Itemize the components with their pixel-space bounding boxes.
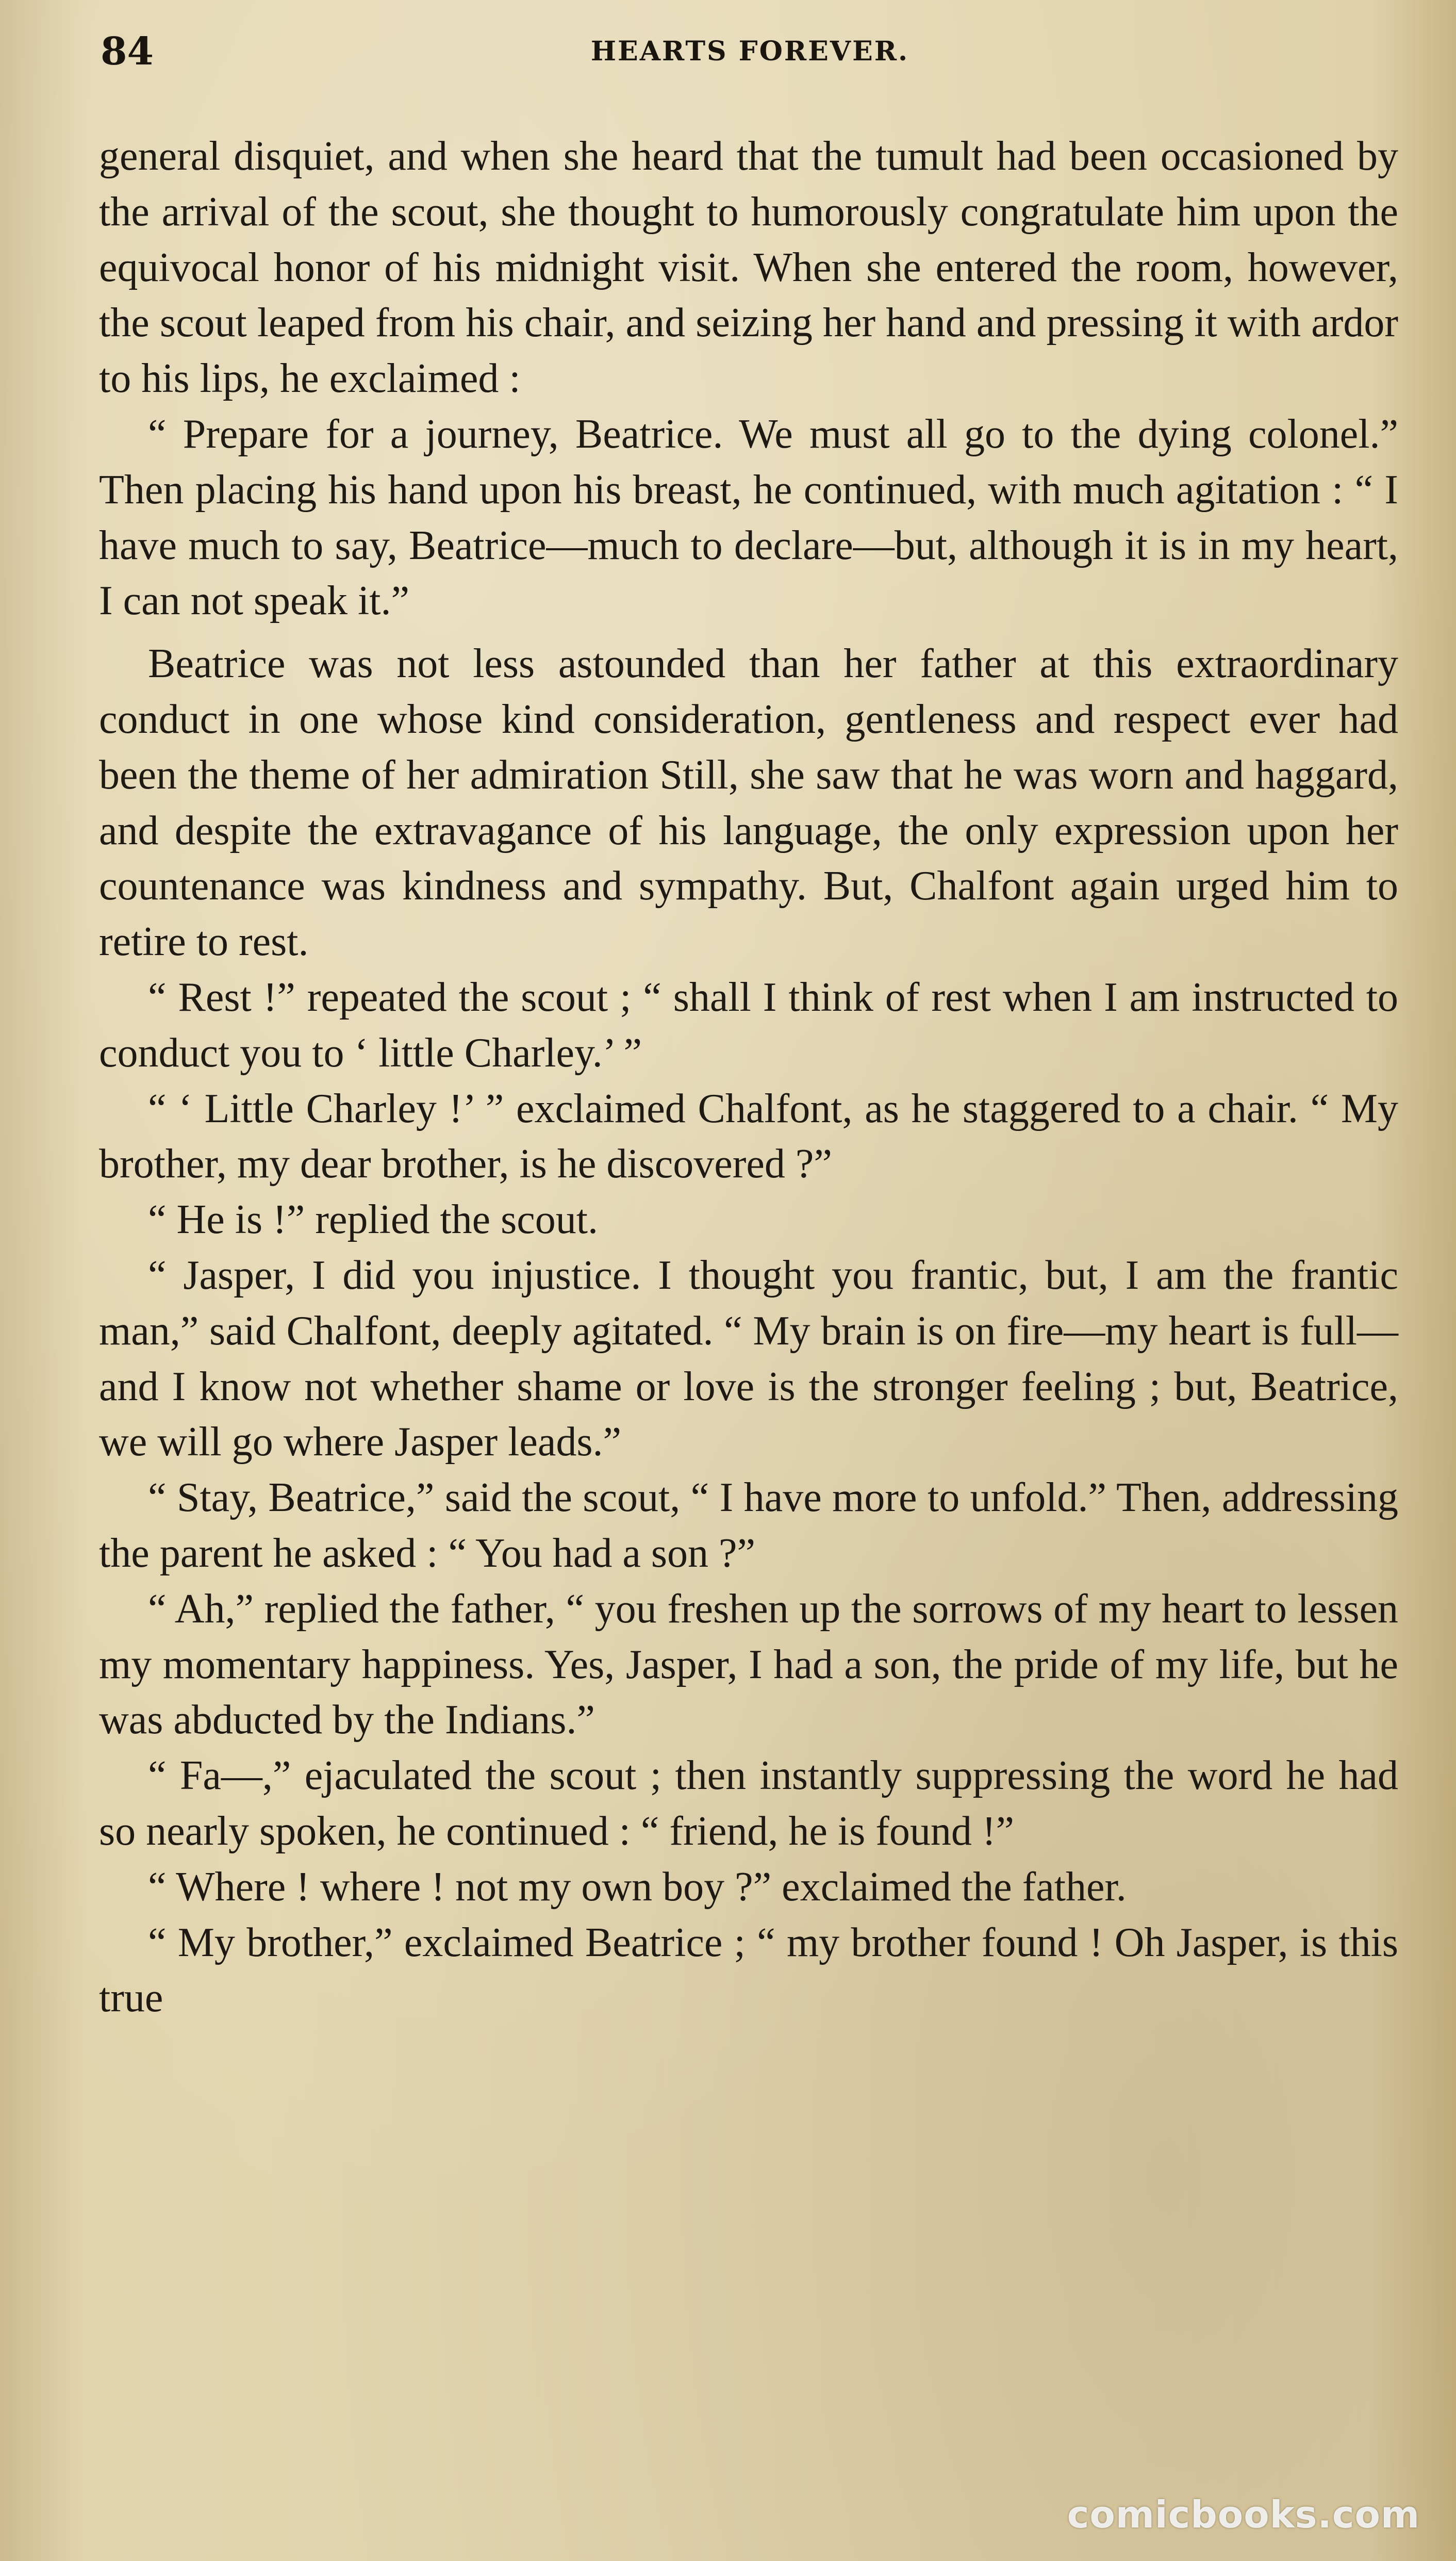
- page-number: 84: [101, 29, 154, 74]
- paragraph: “ Fa—,” ejaculated the scout ; then instantly suppressing the word he had so nearly spoken, he continued : “ friend, he is found !”: [99, 1753, 1398, 1854]
- paragraph: “ Jasper, I did you injustice. I thought you frantic, but, I am the frantic man,” said Chalfont, deeply agitated. “ My brain is on fire—my heart is full—and I know not whether shame or love is the stronger feeling ; but, Beatrice, we will go where Jasper leads.”: [99, 1252, 1398, 1465]
- paragraph: “ My brother,” exclaimed Beatrice ; “ my brother found ! Oh Jasper, is this true: [99, 1919, 1398, 2021]
- paragraph: “ ‘ Little Charley !’ ” exclaimed Chalfont, as he staggered to a chair. “ My brother, my dear brother, is he discovered ?”: [99, 1086, 1398, 1187]
- paragraph: “ Prepare for a journey, Beatrice. We must all go to the dying colonel.” Then placing his hand upon his breast, he continued, with much agitation : “ I have much to say, Beatrice—much to declare—but, although it is in my heart, I can not speak it.”: [99, 411, 1398, 624]
- body-text: [99, 129, 1398, 2026]
- paragraph: “ He is !” replied the scout.: [148, 1197, 599, 1243]
- page-header: [101, 28, 1399, 75]
- paragraph: “ Ah,” replied the father, “ you freshen up the sorrows of my heart to lessen my momentary happiness. Yes, Jasper, I had a son, the pride of my life, but he was abducted by the Indians.”: [99, 1586, 1398, 1743]
- running-head: HEARTS FOREVER.: [590, 36, 909, 67]
- paragraph: “ Rest !” repeated the scout ; “ shall I think of rest when I am instructed to conduct you to ‘ little Charley.’ ”: [99, 974, 1398, 1076]
- watermark-logo: comicbooks.com: [1067, 2493, 1420, 2536]
- paragraph: Beatrice was not less astounded than her father at this extraordinary conduct in one whose kind consideration, gentleness and respect ever had been the theme of her admiration Still, she saw that he was worn and haggard, and despite the extravagance of his language, the only expression upon her countenance was kindness and sympathy. But, Chalfont again urged him to retire to rest.: [99, 641, 1398, 965]
- paragraph: “ Where ! where ! not my own boy ?” exclaimed the father.: [148, 1864, 1127, 1910]
- paragraph: general disquiet, and when she heard that the tumult had been occasioned by the arrival of the scout, she thought to humorously congratulate him upon the equivocal honor of his midnight visit. When she entered the room, however, the scout leaped from his chair, and seizing her hand and pressing it with ardor to his lips, he exclaimed :: [99, 134, 1398, 402]
- paragraph: “ Stay, Beatrice,” said the scout, “ I have more to unfold.” Then, addressing the parent he asked : “ You had a son ?”: [99, 1475, 1398, 1576]
